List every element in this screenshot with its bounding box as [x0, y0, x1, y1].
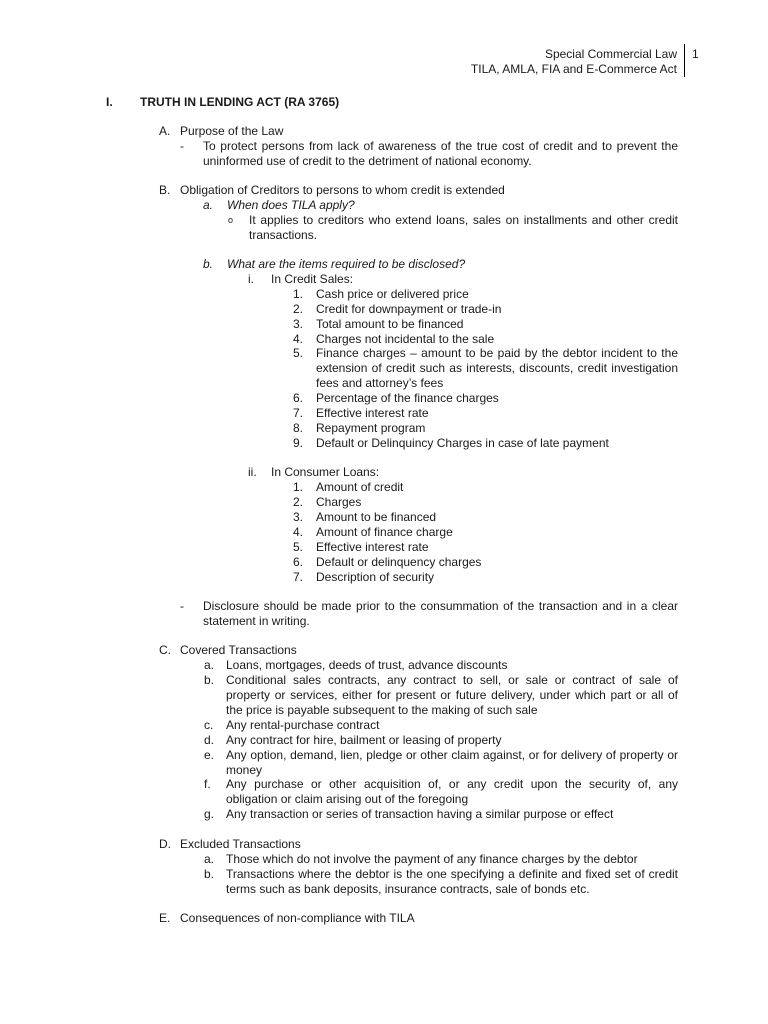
item-c-title: Covered Transactions	[180, 643, 297, 657]
list-item: Any option, demand, lien, pledge or other claim against, or for delivery of property or money	[226, 748, 678, 777]
roman-i: i.	[248, 272, 254, 286]
list-item: Those which do not involve the payment of any finance charges by the debtor	[226, 852, 638, 866]
list-item-number: 1.	[293, 480, 304, 494]
section-number: I.	[106, 95, 113, 109]
item-d-letter: D.	[159, 837, 171, 851]
list-item: Cash price or delivered price	[316, 287, 469, 301]
item-d-title: Excluded Transactions	[180, 837, 301, 851]
list-item-letter: e.	[204, 748, 215, 762]
list-item: Default or delinquency charges	[316, 555, 482, 569]
list-item-number: 2.	[293, 495, 304, 509]
disclosure-dash: -	[180, 599, 184, 613]
list-item-number: 7.	[293, 406, 304, 420]
list-item: Any rental-purchase contract	[226, 718, 380, 732]
list-item-number: 3.	[293, 317, 304, 331]
list-item: Loans, mortgages, deeds of trust, advance discounts	[226, 658, 508, 672]
header-line-2: TILA, AMLA, FIA and E-Commerce Act	[470, 62, 677, 76]
roman-ii: ii.	[248, 465, 257, 479]
list-item: Any purchase or other acquisition of, or any credit upon the security of, any obligation or claim arising out of the foregoing	[226, 777, 678, 806]
list-item: Amount of credit	[316, 480, 404, 494]
item-a-dash: -	[180, 139, 184, 153]
list-item-number: 4.	[293, 525, 304, 539]
header-line-1: Special Commercial Law	[544, 47, 677, 61]
list-item: Effective interest rate	[316, 540, 429, 554]
list-item: Repayment program	[316, 421, 426, 435]
list-item: Conditional sales contracts, any contract to sell, or sale or contract of sale of property or services, either for present or future delivery, under which part or all of the price is payable subsequent to the making of such sale	[226, 673, 678, 717]
list-item-number: 2.	[293, 302, 304, 316]
list-item-number: 7.	[293, 570, 304, 584]
list-item-letter: d.	[204, 733, 215, 747]
item-a-title: Purpose of the Law	[180, 124, 284, 138]
disclosure-text: Disclosure should be made prior to the consummation of the transaction and in a clear statement in writing.	[203, 599, 678, 628]
list-item-letter: b.	[204, 867, 215, 881]
list-item: Amount of finance charge	[316, 525, 453, 539]
list-item-number: 6.	[293, 391, 304, 405]
list-item-letter: g.	[204, 807, 215, 821]
list-item: Effective interest rate	[316, 406, 429, 420]
b-a-bullet: o	[228, 215, 234, 225]
list-item-number: 9.	[293, 436, 304, 450]
list-item: Default or Delinquincy Charges in case of late payment	[316, 436, 609, 450]
list-item: Charges not incidental to the sale	[316, 332, 495, 346]
credit-sales-title: In Credit Sales:	[271, 272, 354, 286]
list-item-letter: f.	[204, 777, 211, 791]
list-item: Finance charges – amount to be paid by the debtor incident to the extension of credit such as interests, discounts, credit investigation fees and attorney’s fees	[316, 346, 678, 390]
list-item: Transactions where the debtor is the one specifying a definite and fixed set of credit terms such as bank deposits, insurance contracts, sale of bonds etc.	[226, 867, 678, 896]
b-b-letter: b.	[203, 257, 214, 271]
list-item-letter: b.	[204, 673, 215, 687]
list-item: Total amount to be financed	[316, 317, 464, 331]
item-b-letter: B.	[159, 183, 171, 197]
running-header	[471, 47, 677, 77]
page-number: 1	[692, 47, 699, 61]
item-e-title: Consequences of non-compliance with TILA	[180, 911, 415, 925]
item-a-letter: A.	[159, 124, 171, 138]
list-item-number: 5.	[293, 346, 304, 360]
list-item-number: 5.	[293, 540, 304, 554]
header-divider	[684, 44, 685, 77]
list-item-number: 8.	[293, 421, 304, 435]
list-item-letter: c.	[204, 718, 214, 732]
consumer-loans-title: In Consumer Loans:	[271, 465, 380, 479]
b-a-answer: It applies to creditors who extend loans, sales on installments and other credit transactions.	[249, 213, 678, 242]
list-item-letter: a.	[204, 658, 215, 672]
list-item-number: 1.	[293, 287, 304, 301]
b-a-letter: a.	[203, 198, 214, 212]
list-item-number: 3.	[293, 510, 304, 524]
list-item: Percentage of the finance charges	[316, 391, 499, 405]
item-b-title: Obligation of Creditors to persons to whom credit is extended	[180, 183, 505, 197]
b-a-question: When does TILA apply?	[227, 198, 355, 212]
list-item: Description of security	[316, 570, 435, 584]
list-item-letter: a.	[204, 852, 215, 866]
list-item-number: 4.	[293, 332, 304, 346]
section-title: TRUTH IN LENDING ACT (RA 3765)	[140, 95, 340, 109]
b-b-question: What are the items required to be disclosed?	[227, 257, 466, 271]
list-item-number: 6.	[293, 555, 304, 569]
list-item: Any contract for hire, bailment or leasing of property	[226, 733, 502, 747]
item-a-text: To protect persons from lack of awareness of the true cost of credit and to prevent the uninformed use of credit to the detriment of national economy.	[203, 139, 678, 168]
list-item: Any transaction or series of transaction having a similar purpose or effect	[226, 807, 614, 821]
item-c-letter: C.	[159, 643, 171, 657]
list-item: Charges	[316, 495, 362, 509]
list-item: Credit for downpayment or trade-in	[316, 302, 502, 316]
item-e-letter: E.	[159, 911, 171, 925]
list-item: Amount to be financed	[316, 510, 437, 524]
